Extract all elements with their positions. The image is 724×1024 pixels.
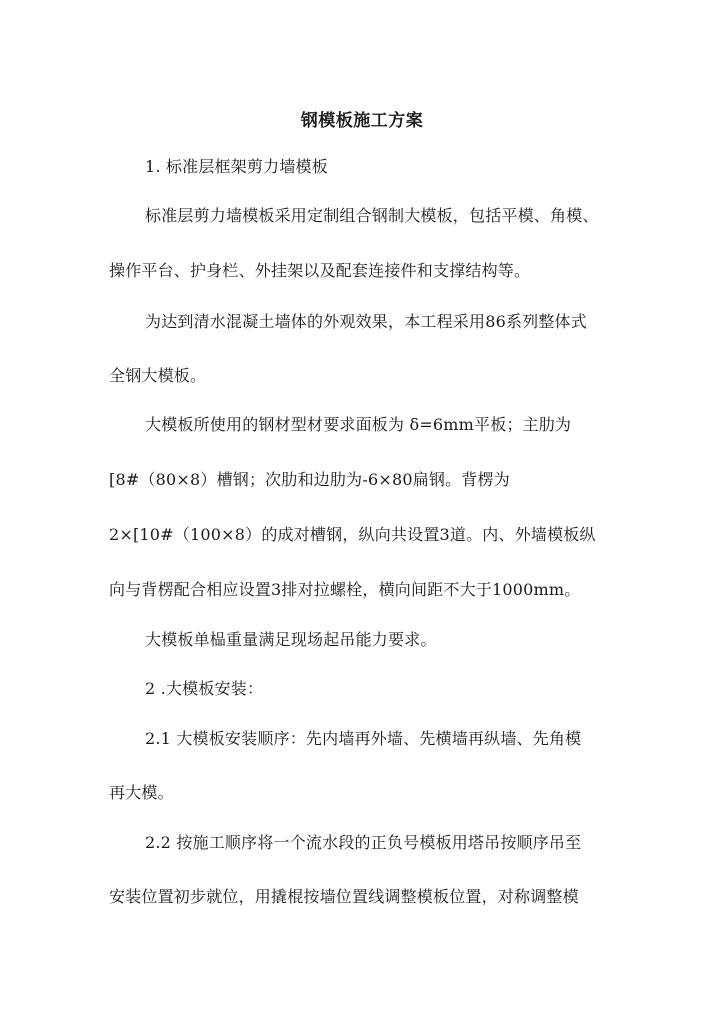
section-heading-1: 1. 标准层框架剪力墙模板 [145, 157, 328, 176]
paragraph-line: 2×[10#（100×8）的成对槽钢，纵向共设置3道。内、外墙模板纵 [109, 525, 596, 544]
section-heading-2: 2 .大模板安装： [145, 679, 264, 698]
page-title: 钢模板施工方案 [300, 111, 424, 131]
paragraph-line: 安装位置初步就位，用撬棍按墙位置线调整模板位置，对称调整模 [109, 887, 579, 906]
paragraph-line: [8#（80×8）槽钢；次肋和边肋为-6×80扁钢。背楞为 [109, 470, 510, 489]
paragraph-line: 为达到清水混凝土墙体的外观效果，本工程采用86系列整体式 [145, 312, 587, 331]
paragraph-line: 再大模。 [109, 783, 174, 802]
paragraph-line: 大模板单榀重量满足现场起吊能力要求。 [145, 630, 437, 649]
paragraph-line: 2.1 大模板安装顺序：先内墙再外墙、先横墙再纵墙、先角模 [145, 729, 582, 748]
paragraph-line: 操作平台、护身栏、外挂架以及配套连接件和支撑结构等。 [109, 261, 531, 280]
paragraph-line: 全钢大模板。 [109, 366, 207, 385]
paragraph-line: 大模板所使用的钢材型材要求面板为 δ=6mm平板；主肋为 [145, 415, 572, 434]
paragraph-line: 2.2 按施工顺序将一个流水段的正负号模板用塔吊按顺序吊至 [145, 833, 582, 852]
paragraph-line: 向与背楞配合相应设置3排对拉螺栓，横向间距不大于1000mm。 [109, 580, 581, 599]
paragraph-line: 标准层剪力墙模板采用定制组合钢制大模板，包括平模、角模、 [145, 206, 599, 225]
